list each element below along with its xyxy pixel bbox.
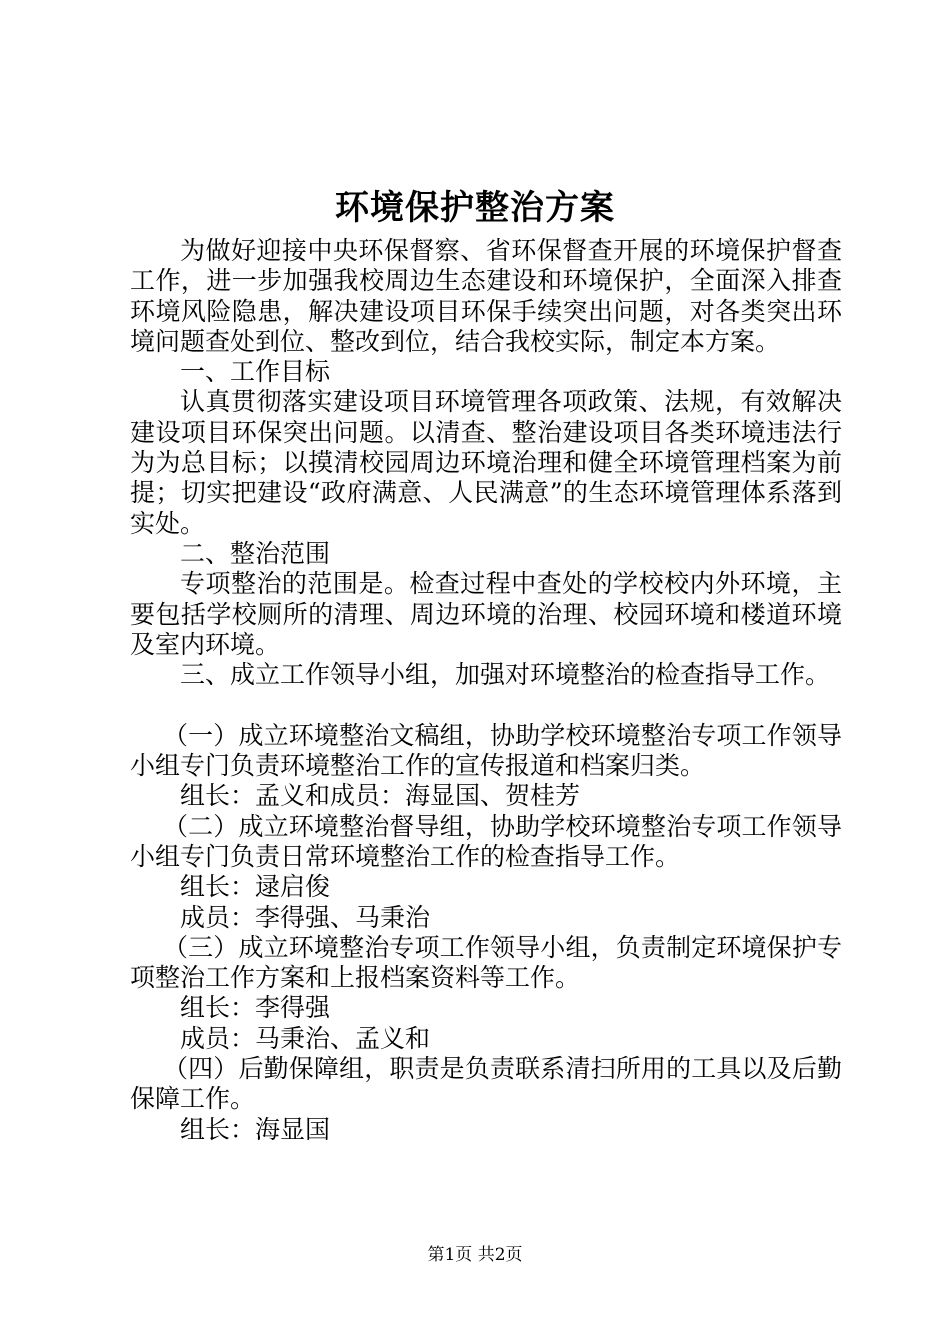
group2-members: 成员：李得强、马秉治 (180, 902, 431, 932)
group2-description: （二）成立环境整治督导组，协助学校环境整治专项工作领导小组专门负责日常环境整治工作的检查指导工作。 (130, 811, 842, 871)
section1-body: 认真贯彻落实建设项目环境管理各项政策、法规，有效解决建设项目环保突出问题。以清查、整治建设项目各类环境违法行为为总目标；以摸清校园周边环境治理和健全环境管理档案为前提；切实把建设“政府满意、人民满意”的生态环境管理体系落到实处。 (130, 387, 842, 538)
document-title: 环境保护整治方案 (335, 188, 615, 228)
group4-leader: 组长：海显国 (180, 1114, 331, 1144)
group1-description: （一）成立环境整治文稿组，协助学校环境整治专项工作领导小组专门负责环境整治工作的宣传报道和档案归类。 (130, 720, 842, 781)
group4-description: （四）后勤保障组，职责是负责联系清扫所用的工具以及后勤保障工作。 (130, 1054, 842, 1114)
section2-heading: 二、整治范围 (180, 538, 331, 568)
document-body (130, 236, 842, 1145)
blank-line (130, 690, 842, 720)
group1-members: 组长：孟义和成员：海显国、贺桂芳 (180, 781, 581, 811)
section1-heading: 一、工作目标 (180, 357, 331, 387)
group3-leader: 组长：李得强 (180, 993, 331, 1023)
group3-members: 成员：马秉治、孟义和 (180, 1023, 431, 1053)
group2-leader: 组长：逯启俊 (180, 872, 331, 902)
page-footer: 第1页 共2页 (427, 1245, 523, 1265)
section2-body: 专项整治的范围是。检查过程中查处的学校校内外环境，主要包括学校厕所的清理、周边环境的治理、校园环境和楼道环境及室内环境。 (130, 569, 842, 659)
intro-paragraph: 为做好迎接中央环保督察、省环保督查开展的环境保护督查工作，进一步加强我校周边生态建设和环境保护，全面深入排查环境风险隐患，解决建设项目环保手续突出问题，对各类突出环境问题查处到位、整改到位，结合我校实际，制定本方案。 (130, 236, 842, 356)
group3-description: （三）成立环境整治专项工作领导小组，负责制定环境保护专项整治工作方案和上报档案资料等工作。 (130, 932, 842, 993)
section3-heading: 三、成立工作领导小组，加强对环境整治的检查指导工作。 (180, 660, 831, 690)
